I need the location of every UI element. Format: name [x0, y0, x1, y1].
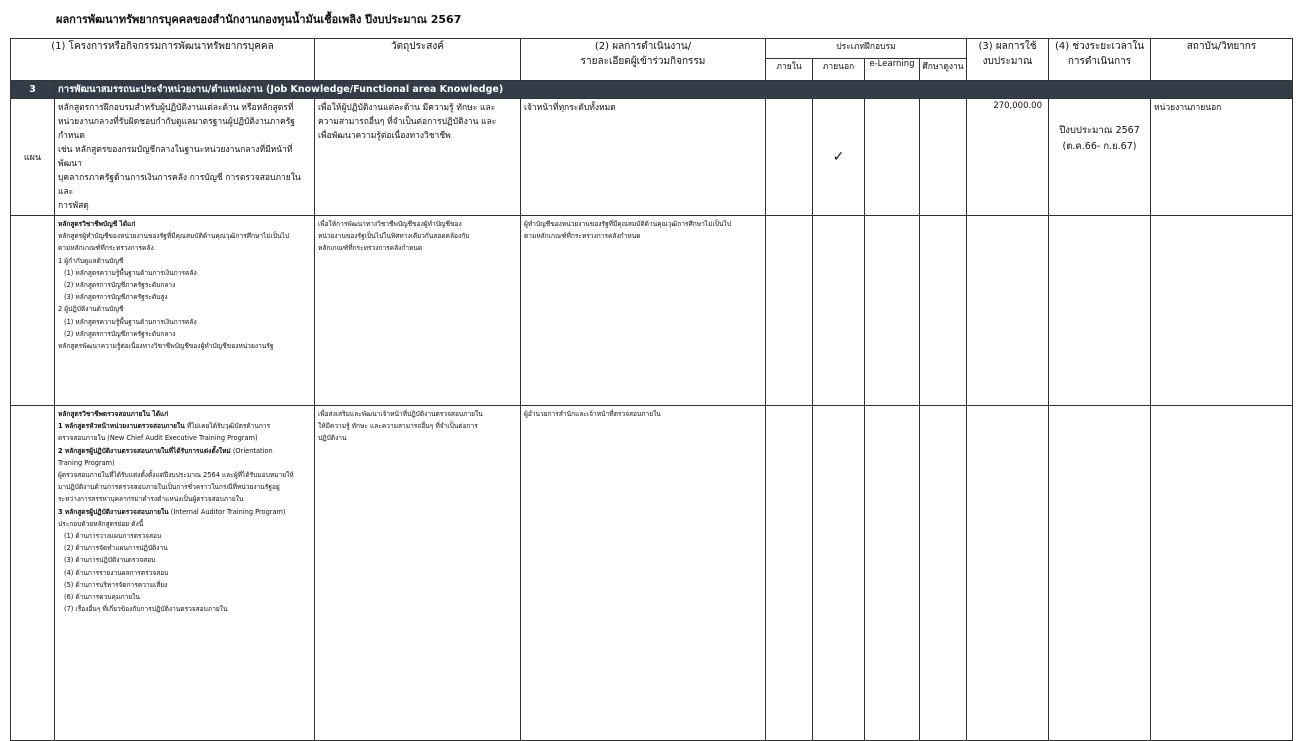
accounting-line: (1) หลักสูตรความรู้พื้นฐานด้านการเงินการคลัง — [64, 317, 197, 326]
empty-cell — [967, 406, 1049, 741]
audit-item2-title: 2 หลักสูตรผู้ปฏิบัติงานตรวจสอบภายในที่ได้รับการแต่งตั้งใหม่ — [58, 446, 231, 455]
plan-objective-line: ความสามารถอื่นๆ ที่จำเป็นต่อการปฏิบัติงาน และ — [318, 117, 497, 127]
accounting-objective — [315, 216, 521, 406]
audit-item2-desc: ผู้ตรวจสอบภายในที่ได้รับแต่งตั้งตั้งแต่ปีงบประมาณ 2564 และผู้ที่ได้รับมอบหมายให้ — [58, 471, 294, 480]
accounting-line: 2 ผู้ปฏิบัติงานด้านบัญชี — [58, 305, 124, 314]
section-row — [11, 81, 1293, 99]
accounting-result — [521, 216, 766, 406]
section-title: การพัฒนาสมรรถนะประจำหน่วยงาน/ตำแหน่งงาน (Job Knowledge/Functional area Knowledge) — [55, 81, 1293, 99]
plan-objective-line: เพื่อพัฒนาความรู้ต่อเนื่องทางวิชาชีพ — [318, 131, 451, 141]
accounting-objective-line: หลักเกณฑ์ที่กระทรวงการคลังกำหนด — [318, 244, 423, 253]
audit-objective-line: เพื่อส่งเสริมและพัฒนาเจ้าหน้าที่ปฏิบัติงานตรวจสอบภายใน — [318, 410, 483, 418]
plan-project-line: เช่น หลักสูตรของกรมบัญชีกลางในฐานะหน่วยงานกลางที่มีหน้าที่พัฒนา — [58, 145, 293, 169]
plan-label: แผน — [11, 99, 55, 216]
plan-project-line: การพัสดุ — [58, 201, 89, 211]
plan-objective-line: เพื่อให้ผู้ปฏิบัติงานแต่ละด้าน มีความรู้ ทักษะ และ — [318, 103, 496, 113]
audit-item2-rest: (Orientation — [230, 446, 273, 455]
empty-cell — [1049, 216, 1151, 406]
plan-external-check-icon: ✓ — [813, 99, 865, 216]
accounting-line: ตามหลักเกณฑ์ที่กระทรวงการคลัง — [58, 244, 154, 253]
accounting-objective-line: เพื่อให้การพัฒนาทางวิชาชีพบัญชีของผู้ทำบัญชีของ — [318, 220, 462, 228]
header-objective: วัตถุประสงค์ — [315, 39, 521, 81]
empty-cell — [967, 216, 1049, 406]
header-project: (1) โครงการหรือกิจกรรมการพัฒนาทรัพยากรบุคคล — [11, 39, 315, 81]
audit-subitem: (5) ด้านการบริหารจัดการความเสี่ยง — [64, 580, 168, 589]
audit-objective — [315, 406, 521, 741]
accounting-objective-line: หน่วยงานของรัฐเป็นไปในทิศทางเดียวกันสอดคล้องกับ — [318, 232, 470, 241]
header-period-line2: การดำเนินการ — [1067, 56, 1132, 67]
audit-item3-title: 3 หลักสูตรผู้ปฏิบัติงานตรวจสอบภายใน — [58, 507, 169, 516]
plan-result — [521, 99, 766, 216]
audit-objective-line: ปฏิบัติงาน — [318, 434, 347, 443]
audit-subitem: (2) ด้านการจัดทำแผนการปฏิบัติงาน — [64, 544, 168, 553]
audit-item2-desc: ระหว่างการสรรหาบุคลากรมาดำรงตำแหน่งเป็นผู้ตรวจสอบภายใน — [58, 495, 244, 504]
plan-internal-cell — [766, 99, 813, 216]
audit-result — [521, 406, 766, 741]
accounting-result-line: ผู้ทำบัญชีของหน่วยงานของรัฐที่มีคุณสมบัติด้านคุณวุฒิการศึกษาไม่เป็นไป — [524, 220, 731, 228]
document-title: ผลการพัฒนาทรัพยากรบุคคลของสำนักงานกองทุนน้ำมันเชื้อเพลิง ปีงบประมาณ 2567 — [56, 13, 462, 26]
audit-row — [11, 406, 1293, 741]
accounting-line: 1 ผู้กำกับดูแลด้านบัญชี — [58, 256, 124, 265]
audit-item3-intro: ประกอบด้วยหลักสูตรย่อย ดังนี้ — [58, 519, 144, 528]
plan-institute-text: หน่วยงานภายนอก — [1154, 103, 1222, 113]
header-institute: สถาบัน/วิทยากร — [1151, 39, 1293, 81]
plan-period-line1: ปีงบประมาณ 2567 — [1059, 125, 1140, 136]
header-period-line1: (4) ช่วงระยะเวลาใน — [1054, 41, 1145, 52]
accounting-line: หลักสูตรพัฒนาความรู้ต่อเนื่องทางวิชาชีพบัญชีของผู้ทำบัญชีของหน่วยงานรัฐ — [58, 342, 274, 351]
audit-result-text: ผู้อำนวยการสำนักและเจ้าหน้าที่ตรวจสอบภายใน — [524, 410, 661, 418]
plan-period-line2: (ต.ค.66- ก.ย.67) — [1062, 141, 1137, 152]
empty-cell — [766, 216, 813, 406]
plan-objective — [315, 99, 521, 216]
audit-item1-line2: ตรวจสอบภายใน (New Chief Audit Executive Training Program) — [58, 434, 258, 443]
header-budget-line2: งบประมาณ — [982, 56, 1033, 67]
header-elearning: e-Learning — [865, 59, 920, 81]
empty-cell — [865, 216, 920, 406]
audit-subitem: (6) ด้านการควบคุมภายใน — [64, 593, 140, 602]
plan-budget-amount: 270,000.00 — [993, 101, 1042, 111]
audit-project — [55, 406, 315, 741]
empty-cell — [1151, 406, 1293, 741]
audit-label-cell — [11, 406, 55, 741]
accounting-line: หลักสูตรผู้ทำบัญชีของหน่วยงานของรัฐที่มีคุณสมบัติด้านคุณวุฒิการศึกษาไม่เป็นไป — [58, 232, 290, 241]
plan-elearning-cell — [865, 99, 920, 216]
plan-project-line: บุคลากรภาครัฐด้านการเงินการคลัง การบัญชี การตรวจสอบภายใน และ — [58, 173, 301, 197]
plan-project-line: หลักสูตรการฝึกอบรมสำหรับผู้ปฏิบัติงานแต่ละด้าน หรือหลักสูตรที่ — [58, 103, 294, 113]
accounting-label-cell — [11, 216, 55, 406]
header-external: ภายนอก — [813, 59, 865, 81]
plan-institute — [1151, 99, 1293, 216]
audit-subitem: (4) ด้านการรายงานผลการตรวจสอบ — [64, 568, 169, 577]
plan-result-text: เจ้าหน้าที่ทุกระดับทั้งหมด — [524, 103, 616, 113]
empty-cell — [1151, 216, 1293, 406]
header-study-visit: ศึกษาดูงาน — [920, 59, 967, 81]
audit-item1-rest: ที่ไม่เคยได้รับวุฒิบัตรด้านการ — [184, 422, 271, 431]
plan-period — [1049, 99, 1151, 216]
audit-subitem: (3) ด้านการปฏิบัติงานตรวจสอบ — [64, 556, 156, 565]
header-training-type: ประเภทฝึกอบรม — [766, 39, 967, 59]
empty-cell — [813, 216, 865, 406]
header-result — [521, 39, 766, 81]
plan-study-visit-cell — [920, 99, 967, 216]
header-row-1 — [11, 39, 1293, 59]
section-number: 3 — [11, 81, 55, 99]
audit-subitem: (1) ด้านการวางแผนการตรวจสอบ — [64, 532, 162, 541]
plan-row — [11, 99, 1293, 216]
audit-objective-line: ให้มีความรู้ ทักษะ และความสามารถอื่นๆ ที่จำเป็นต่อการ — [318, 422, 478, 431]
header-budget — [967, 39, 1049, 81]
plan-project — [55, 99, 315, 216]
header-result-line1: (2) ผลการดำเนินงาน/ — [594, 41, 692, 52]
accounting-line: (2) หลักสูตรการบัญชีภาครัฐระดับกลาง — [64, 329, 176, 338]
empty-cell — [813, 406, 865, 741]
plan-project-line: หน่วยงานกลางที่รับผิดชอบกำกับดูแลมาตรฐานผู้ปฏิบัติงานภาครัฐกำหนด — [58, 117, 295, 141]
empty-cell — [920, 406, 967, 741]
header-budget-line1: (3) ผลการใช้ — [978, 41, 1037, 52]
audit-subitem: (7) เรื่องอื่นๆ ที่เกี่ยวข้องกับการปฏิบัติงานตรวจสอบภายใน — [64, 605, 228, 614]
accounting-result-line: ตามหลักเกณฑ์ที่กระทรวงการคลังกำหนด — [524, 232, 641, 241]
accounting-heading: หลักสูตรวิชาชีพบัญชี ได้แก่ — [58, 220, 136, 228]
audit-item1-title: 1 หลักสูตรหัวหน้าหน่วยงานตรวจสอบภายใน — [58, 422, 185, 431]
accounting-row — [11, 216, 1293, 406]
development-report-table — [10, 38, 1293, 741]
accounting-project — [55, 216, 315, 406]
empty-cell — [1049, 406, 1151, 741]
audit-heading: หลักสูตรวิชาชีพตรวจสอบภายใน ได้แก่ — [58, 410, 169, 418]
header-period — [1049, 39, 1151, 81]
accounting-line: (1) หลักสูตรความรู้พื้นฐานด้านการเงินการคลัง — [64, 268, 197, 277]
accounting-line: (2) หลักสูตรการบัญชีภาครัฐระดับกลาง — [64, 281, 176, 290]
audit-item3-rest: (Internal Auditor Training Program) — [168, 507, 286, 516]
empty-cell — [865, 406, 920, 741]
empty-cell — [920, 216, 967, 406]
header-internal: ภายใน — [766, 59, 813, 81]
audit-item2-desc: มาปฏิบัติงานด้านการตรวจสอบภายในเป็นการชั่วคราวในกรณีที่หน่วยงานรัฐอยู่ — [58, 483, 280, 492]
plan-budget — [967, 99, 1049, 216]
empty-cell — [766, 406, 813, 741]
header-result-line2: รายละเอียดผู้เข้าร่วมกิจกรรม — [580, 56, 706, 67]
audit-item2-line2: Traning Program) — [58, 458, 115, 467]
accounting-line: (3) หลักสูตรการบัญชีภาครัฐระดับสูง — [64, 293, 168, 302]
